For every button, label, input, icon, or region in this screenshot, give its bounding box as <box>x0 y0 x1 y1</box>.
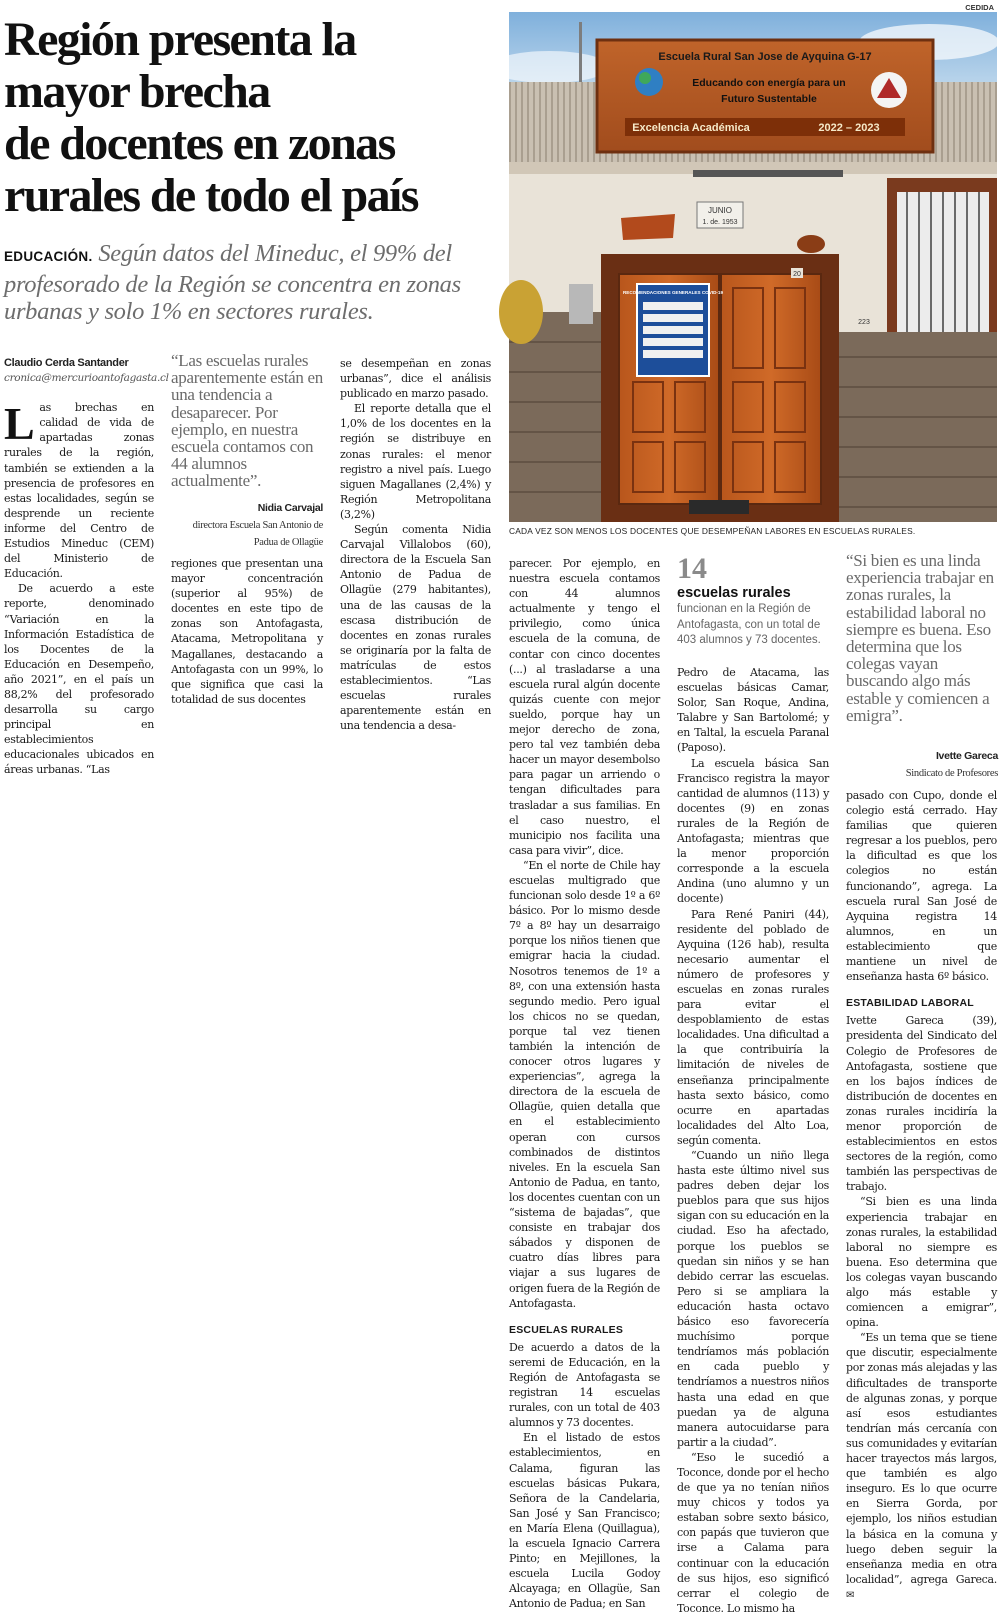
end-mark-icon: ✉ <box>846 1589 855 1601</box>
paragraph: “Cuando un niño llega hasta este último nivel sus padres deben dejar los pueblos para que sus hijos sigan con su educación en la ciudad. Eso ha afectado, porque los pueblos se quedan sin niños y se han debido cerrar las escuelas. Pero si se ampliara la educación hasta octavo básico eso favorecería muchísimo porque tendríamos más población en cada pueblo y tendríamos a nuestros niños hasta una edad en que puedan ya de alguna manera autocuidarse para partir a la ciudad”. <box>677 1149 829 1449</box>
paragraph: Para René Paniri (44), residente del poblado de Ayquina (126 hab), resulta necesario aumentar el número de profesores y escuelas en zonas rurales para evitar el despoblamiento de estas localidades. Una dificultad a la que contribuiría la limitación de niveles de enseñanza principalmente hasta sexto básico, como ocurre en apartadas localidades del Alto Loa, según comenta. <box>677 907 829 1147</box>
stat-number: 14 <box>677 552 707 585</box>
column-5 <box>677 665 829 1616</box>
dropcap: L <box>4 398 35 450</box>
paragraph: Pedro de Atacama, las escuelas básicas Camar, Solor, San Roque, Andina, Talabre y San Bartolomé; y en Taltal, la escuela Paranal (Paposo). <box>677 666 829 755</box>
paragraph: “Es un tema que se tiene que discutir, especialmente por zonas más alejadas y las dificultades de transporte de algunas zonas, y porque así esos estudiantes tendrían más cercanía con sus comunidades y evitarían hacer trayectos más largos, que también es algo inseguro. Es lo que ocurre en Sierra Gorda, por ejemplo, los niños estudian la básica en la comuna y luego deben seguir la enseñanza media en otra localidad”, agrega Gareca. <box>846 1331 997 1586</box>
pull-quote-author: Nidia Carvajal <box>257 501 323 514</box>
school-photo <box>509 12 997 522</box>
pull-quote-1 <box>171 352 323 551</box>
sign-text: Excelencia Académica <box>632 122 750 134</box>
subhead: ESCUELAS RURALES <box>509 1323 624 1336</box>
photo-caption: CADA VEZ SON MENOS LOS DOCENTES QUE DESEMPEÑAN LABORES EN ESCUELAS RURALES. <box>509 526 916 536</box>
deck-text: Según datos del Mineduc, el 99% del profesorado de la Región se concentra en zonas urbanas y solo 1% en sectores rurales. <box>4 240 461 325</box>
pull-quote-text: “Si bien es una linda experiencia trabajar en zonas rurales, la estabilidad laboral no siempre es buena. Eso determina que los colegas vayan buscando algo más estable y comiencen a emigra”. <box>846 551 994 725</box>
paragraph: “En el norte de Chile hay escuelas multigrado que funcionan solo desde 1º a 6º básico. Por lo mismo desde 7º a 8º hay un desarraigo porque los niños tienen que emigrar hacia la ciudad. Nosotros tenemos de 1º a 8º, con una extensión hasta segundo medio. Pero igual los chicos no se quedan, porque tal vez tienen también la intención de conocer otros lugares y experiencias”, agrega la directora de la escuela de Ollagüe, quien detalla que en el establecimiento operan con cursos combinados de distintos niveles. En la escuela San Antonio de Padua, en tanto, los docentes cuentan con un “sistema de bajadas”, que consiste en trabajar dos sábados y disponen de cuatro días libres para viajar a sus lugares de origen fuera de la Región de Antofagasta. <box>509 858 660 1310</box>
pull-quote-role: Sindicato de Profesores <box>905 768 998 780</box>
stat-label: escuelas rurales <box>677 585 791 601</box>
paragraph: La escuela básica San Francisco registra la mayor cantidad de alumnos (113) y docentes (9) en zonas rurales de la Región de Antofagasta; mientras que la menor proporción corresponde a la escuela Andina (uno alumno y un docente) <box>677 756 829 906</box>
column-6 <box>846 788 997 1603</box>
headline <box>4 14 504 222</box>
paragraph: pasado con Cupo, donde el colegio está cerrado. Hay familias que quieren regresar a los pueblos, pero la dificultad es que los colegios no están funcionando”, agrega. La escuela rural San José de Ayquina registra 14 alumnos, en un establecimiento que mantiene un nivel de enseñanza hasta 6º básico. <box>846 789 997 984</box>
column-3 <box>340 356 491 733</box>
paragraph: Según comenta Nidia Carvajal Villalobos (60), directora de la Escuela San Antonio de Padua de Ollagüe (279 habitantes), una de las causas de la escasa distribución de docentes en zonas rurales se originaría por la falta de matrículas de estos establecimientos. “Las escuelas rurales aparentemente están en una tendencia a desa- <box>340 523 491 733</box>
poster-title: RECOMENDACIONES GENERALES COVID-19 <box>622 290 724 295</box>
headline-line: Región presenta la <box>4 13 356 66</box>
deck-kicker: EDUCACIÓN. <box>4 249 93 264</box>
paragraph: “Si bien es una linda experiencia trabajar en zonas rurales, la estabilidad laboral no siempre es buena. Eso determina que los colegas vayan buscando algo más estable y comiencen a emigrar”, opina. <box>846 1195 997 1330</box>
headline-line: rurales de todo el país <box>4 169 418 222</box>
headline-line: mayor brecha <box>4 65 270 118</box>
paragraph: El reporte detalla que el 1,0% de los docentes en la región se distribuye en zonas rurales: el menor registro a nivel país. Luego siguen Magallanes (2,4%) y Región Metropolitana (3,2%) <box>340 402 491 521</box>
photo-credit-label: CEDIDA <box>965 3 994 12</box>
paragraph: se desempeñan en zonas urbanas”, dice el análisis publicado en marzo pasado. <box>340 357 491 401</box>
subhead: ESTABILIDAD LABORAL <box>846 997 974 1010</box>
plaque-text: 1. de. 1953 <box>702 219 738 226</box>
paragraph: “Eso le sucedió a Toconce, donde por el hecho de que ya no tenían niños muy chicos y todos ya estaban sobre sexto básico, con papás que tuvieron que irse a Calama para continuar con la educación de sus hijos, eso significó cerrar el colegio de Toconce. Lo mismo ha <box>677 1450 829 1615</box>
pull-quote-role: directora Escuela San Antonio de Padua de Ollagüe <box>192 519 323 549</box>
sign-text: Educando con energía para un <box>692 77 846 89</box>
stat-description: funcionan en la Región de Antofagasta, con un total de 403 alumnos y 73 docentes. <box>677 603 821 646</box>
pull-quote-author: Ivette Gareca <box>935 750 998 763</box>
paragraph: De acuerdo a datos de la seremi de Educación, en la Región de Antofagasta se registran 14 escuelas rurales, con un total de 403 alumnos y 73 docentes. <box>509 1340 660 1430</box>
column-1 <box>4 356 169 778</box>
pull-quote-text: “Las escuelas rurales aparentemente están en una tendencia a desaparecer. Por ejemplo, en nuestra escuela contamos con 44 alumnos actualmente”. <box>171 351 323 491</box>
column-4 <box>509 556 660 1611</box>
wall-number: 223 <box>858 319 870 326</box>
door-number: 20 <box>793 271 801 278</box>
paragraph: parecer. Por ejemplo, en nuestra escuela contamos con 44 alumnos actualmente y tengo el privilegio, como única escuela de la comuna, de contar con cinco docentes (...) al trasladarse a una escuela rural algún docente quizás cuente con mejor sueldo, porque hay un mejor derecho de zona, pero tal vez también deba hacer un mayor desembolso para pagar un arriendo o tengan dificultades para trasladar a sus familias. En el caso nuestro, el municipio nos facilita una casa para vivir”, dice. <box>509 557 660 857</box>
paragraph: Ivette Gareca (39), presidenta del Sindicato del Colegio de Profesores de Antofagasta, sostiene que en los bajos índices de distribución de docentes en zonas rurales incidiría la menor proporción de establecimientos en estos sectores de la región, como también las perspectivas de trabajo. <box>846 1014 997 1194</box>
author-name: Claudio Cerda Santander <box>4 357 129 369</box>
sign-text: Futuro Sustentable <box>721 93 817 105</box>
sign-text: Escuela Rural San Jose de Ayquina G-17 <box>658 51 872 63</box>
pull-quote-2 <box>846 552 998 782</box>
paragraph: regiones que presentan una mayor concentración (superior al 95%) de docentes en este tipo de zonas son Antofagasta, Atacama, Metropolitana y Magallanes, destacando a Antofagasta con un 99%, lo que significa que casi la totalidad de sus docentes <box>171 557 323 706</box>
headline-line: de docentes en zonas <box>4 117 395 170</box>
sign-text: 2022 – 2023 <box>818 122 880 134</box>
plaque-text: JUNIO <box>708 206 732 215</box>
column-2 <box>171 556 323 707</box>
author-email: cronica@mercurioantofagasta.cl <box>4 372 169 385</box>
paragraph: De acuerdo a este reporte, denominado “Variación en la Información Estadística de los Docentes de la Educación en Desempeño, año 2021”, en el país un 88,2% del profesorado desarrolla su cargo principal en establecimientos educacionales ubicados en áreas urbanas. “Las <box>4 582 154 777</box>
deck <box>4 240 504 326</box>
paragraph: En el listado de estos establecimientos, en Calama, figuran las escuelas básicas Pukara, Señora de la Candelaria, San José y San Francisco; en María Elena (Quillagua), la escuela Ignacio Carrera Pinto; en Mejillones, la escuela Lucila Godoy Alcayaga; en Ollagüe, San Antonio de Padua; en San <box>509 1431 660 1611</box>
paragraph: as brechas en calidad de vida de apartadas zonas rurales de la región, también se extienden a la presencia de profesores en estas localidades, según se desprende un reciente informe del Centro de Estudios Mineduc (CEM) del Ministerio de Educación. <box>4 401 154 581</box>
